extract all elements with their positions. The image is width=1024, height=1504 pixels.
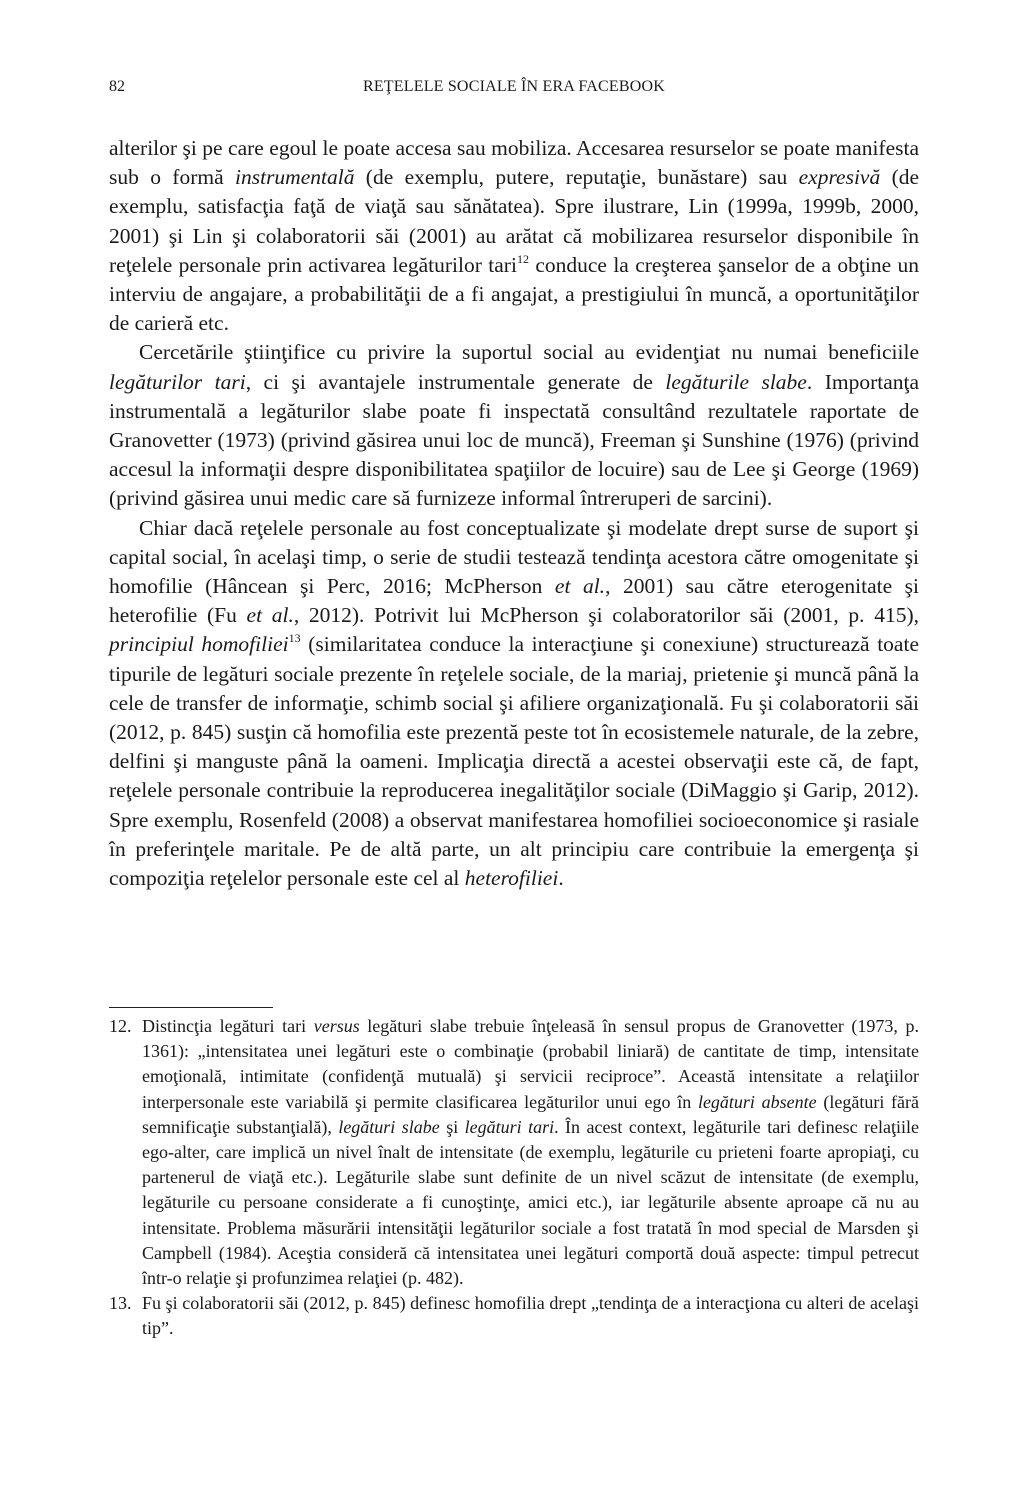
running-title: REŢELELE SOCIALE ÎN ERA FACEBOOK: [362, 78, 666, 95]
italic-term: principiul homofiliei: [109, 632, 289, 657]
footnote-12: [109, 1014, 919, 1291]
italic-term: heterofiliei: [464, 866, 559, 891]
footnote-number: 12.: [109, 1016, 132, 1036]
italic-term: et al.: [554, 574, 606, 599]
text-run: Chiar dacă reţelele personale au fost conceptualizate şi modelate drept surse de suport şi capital social, în acelaşi timp, o serie de studii testează tendinţa acestora către omogenitate şi homofilie (Hâncean şi Perc, 2016; McPherson: [109, 515, 919, 599]
text-run: . Importanţa instrumentală a legăturilor slabe poate fi inspectată consultând rezultatele raportate de Granovetter (1973) (privind găsirea unui loc de muncă), Freeman şi Sunshine (1976) (privind accesul la informaţii despre disponibilitatea spaţiilor de locuire) sau de Lee şi George (1969) (privind găsirea unui medic care să furnizeze informal întreruperi de sarcini).: [109, 369, 920, 511]
italic-term: legături tari: [464, 1116, 555, 1137]
paragraph-3: [109, 514, 919, 894]
italic-term: legături slabe: [338, 1116, 440, 1137]
text-run: Distincţia legături tari: [142, 1016, 314, 1036]
footnote-text: [142, 1014, 919, 1291]
text-run: , 2012). Potrivit lui McPherson şi colaboratorilor săi (2001, p. 415),: [293, 603, 919, 628]
italic-term: versus: [313, 1016, 360, 1036]
italic-term: legături absente: [697, 1091, 817, 1112]
running-head: [109, 78, 919, 102]
page-number: 82: [109, 78, 125, 95]
text-run: (similaritatea conduce la interacţiune şi conexiune) structurează toate tipurile de legături sociale prezente în reţelele sociale, de la mariaj, prietenie şi muncă până la cele de transfer de informaţie, schimb social şi afiliere organizaţională. Fu şi colaboratorii săi (2012, p. 845) susţin că homofilia este prezentă peste tot în ecosistemele naturale, de la zebre, delfini şi manguste până la oameni. Implicaţia directă a acestei observaţii este că, de fapt, reţelele personale contribuie la reproducerea inegalităţilor sociale (DiMaggio şi Garip, 2012). Spre exemplu, Rosenfeld (2008) a observat manifestarea homofiliei socioeconomice şi rasiale în preferinţele maritale. Pe de altă parte, un alt principiu care contribuie la emergenţa şi compoziţia reţelelor personale este cel al: [109, 632, 919, 891]
text-run: .: [558, 866, 564, 891]
footnote-13: [109, 1291, 919, 1341]
text-run: Cercetările ştiinţifice cu privire la suportul social au evidenţiat nu numai beneficiile: [139, 340, 919, 365]
italic-term: legăturilor tari: [109, 369, 246, 394]
body-text: [109, 134, 919, 893]
text-run: legături slabe trebuie înţeleasă în sensul propus de Granovetter (1973, p. 1361): „intensitatea unei legături este o combinaţie (probabil liniară) de cantitate de timp, intensitate emoţională, intimitate (confidenţă mutuală) şi servicii reciproce”. Această intensitate a relaţiilor interpersonale este variabilă şi permite clasificarea legăturilor unui ego în: [142, 1016, 920, 1112]
text-run: (de exemplu, putere, reputaţie, bunăstare) sau: [354, 165, 799, 190]
footnotes: [109, 1014, 919, 1342]
italic-term: instrumentală: [235, 165, 355, 190]
text-run: alterilor şi pe care egoul le poate accesa sau mobiliza. Accesarea resurselor se poate manifesta sub o formă: [109, 136, 919, 190]
italic-term: et al.: [246, 603, 294, 628]
footnote-text: [142, 1291, 919, 1341]
text-run: Fu şi colaboratorii săi (2012, p. 845) definesc homofilia drept „tendinţa de a interacţiona cu alteri de acelaşi tip”.: [142, 1293, 919, 1339]
text-run: . În acest context, legăturile tari definesc relaţiile ego-alter, care implică un nivel înalt de intensitate (de exemplu, legăturile cu prieteni foarte apropiaţi, cu partenerul de viaţă etc.). Legăturile slabe sunt definite de un nivel scăzut de intensitate (de exemplu, legăturile cu persoane considerate a fi cunoştinţe, amici etc.), iar legăturile absente aproape că nu au intensitate. Problema măsurării intensităţii legăturilor sociale a fost tratată în mod special de Marsden şi Campbell (1984). Aceştia consideră că intensitatea unei legături comportă două aspecte: timpul petrecut într-o relaţie şi profunzimea relaţiei (p. 482).: [142, 1116, 919, 1289]
text-run: , 2001) sau către eterogenitate şi heterofilie (Fu: [109, 574, 919, 628]
text-run: , ci şi avantajele instrumentale generate de: [245, 369, 666, 394]
footnote-number: 13.: [109, 1293, 132, 1314]
paragraph-1: [109, 134, 919, 338]
text-run: şi: [439, 1116, 465, 1137]
footnote-separator: [109, 1007, 273, 1008]
paragraph-2: [109, 338, 919, 513]
text-run: (legături fără semnificaţie substanţială),: [142, 1091, 920, 1137]
italic-term: legăturile slabe: [665, 369, 807, 394]
italic-term: expresivă: [798, 165, 881, 190]
text-run: conduce la creşterea şanselor de a obţine un interviu de angajare, a probabilităţii de a fi angajat, a prestigiului în muncă, a oportunităţilor de carieră etc.: [109, 252, 920, 336]
text-run: (de exemplu, satisfacţia faţă de viaţă sau sănătatea). Spre ilustrare, Lin (1999a, 1999b, 2000, 2001) şi Lin şi colaboratorii săi (2001) au arătat că mobilizarea resurselor disponibile în reţelele personale prin activarea legăturilor tari: [109, 165, 920, 277]
footnote-ref-13[interactable]: 13: [288, 631, 301, 646]
footnote-ref-12[interactable]: 12: [516, 251, 529, 266]
